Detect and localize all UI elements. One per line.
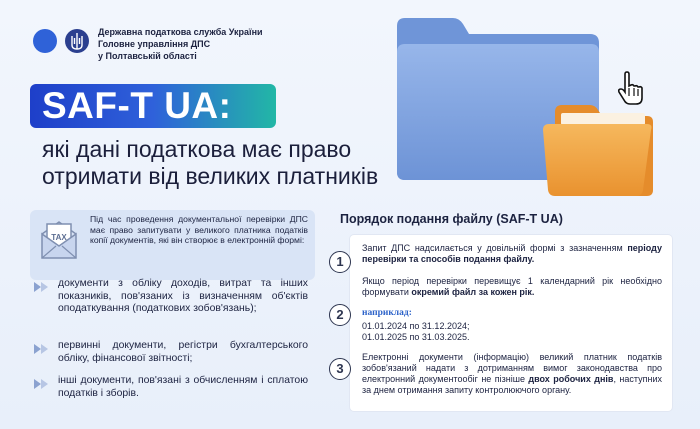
step-3-text-bold: двох робочих днів	[528, 374, 614, 384]
bullet-text: документи з обліку доходів, витрат та інших показників, пов'язаних із визначенням об'єктів оподаткування (податкових зобов'язань);	[58, 278, 308, 314]
step-2-text-bold: окремий файл за кожен рік.	[411, 287, 535, 297]
tax-label: TAX	[51, 233, 67, 242]
organization-name	[98, 26, 263, 62]
bullet-text: первинні документи, регістри бухгалтерського обліку, фінансової звітності;	[58, 340, 308, 364]
folders-illustration	[385, 12, 680, 202]
org-line-2: Головне управління ДПС	[98, 39, 211, 49]
list-item	[30, 375, 315, 403]
step-3-text	[362, 352, 662, 396]
list-item	[30, 340, 315, 368]
orange-folder-icon	[543, 105, 653, 196]
date-range-1: 01.01.2024 по 31.12.2024;	[362, 321, 470, 331]
arrow-icon	[32, 376, 52, 392]
step-1-text	[362, 243, 662, 265]
subtitle-line-1: які дані податкова має право	[42, 136, 352, 162]
arrow-icon	[32, 279, 52, 295]
title-banner: SAF-T UA:	[30, 84, 276, 128]
step-2-text-a: Якщо період перевірки перевищує 1 календарний рік необхідно формувати	[362, 276, 662, 297]
step-number-3: 3	[329, 358, 351, 380]
tax-document-icon	[36, 216, 82, 262]
step-3-text-a: Електронні документи (інформацію) великий платник податків зобов'язаний надати з дотриманням вимог законодавства про електронний документообіг не пізніше	[362, 352, 662, 384]
step-1-text-bold: періоду перевірки та способів подання файлу.	[362, 243, 662, 264]
step-2-text	[362, 276, 662, 298]
subtitle	[42, 136, 378, 190]
bullet-text: інші документи, пов'язані з обчисленням і сплатою податків і зборів.	[58, 375, 308, 399]
example-label: наприклад:	[362, 308, 412, 318]
org-line-1: Державна податкова служба України	[98, 27, 263, 37]
list-item	[30, 278, 315, 330]
dps-logo	[32, 28, 90, 54]
subtitle-line-2: отримати від великих платників	[42, 163, 379, 189]
step-3-text-c: , наступних за днем отримання запиту контролюючого органу.	[362, 374, 662, 395]
step-1-text-a: Запит ДПС надсилається у довільній формі з зазначенням	[362, 243, 628, 253]
step-number-2: 2	[329, 304, 351, 326]
info-text: Під час проведення документальної перевірки ДПС має право запитувати у великого платника податків копії документів, які він створює в електронній формі:	[90, 214, 308, 246]
step-number-1: 1	[329, 251, 351, 273]
hand-cursor-icon	[619, 72, 642, 104]
org-line-3: у Полтавській області	[98, 51, 197, 61]
arrow-icon	[32, 341, 52, 357]
date-range-2: 01.01.2025 по 31.03.2025.	[362, 332, 470, 342]
procedure-title: Порядок подання файлу (SAF-T UA)	[340, 212, 563, 226]
